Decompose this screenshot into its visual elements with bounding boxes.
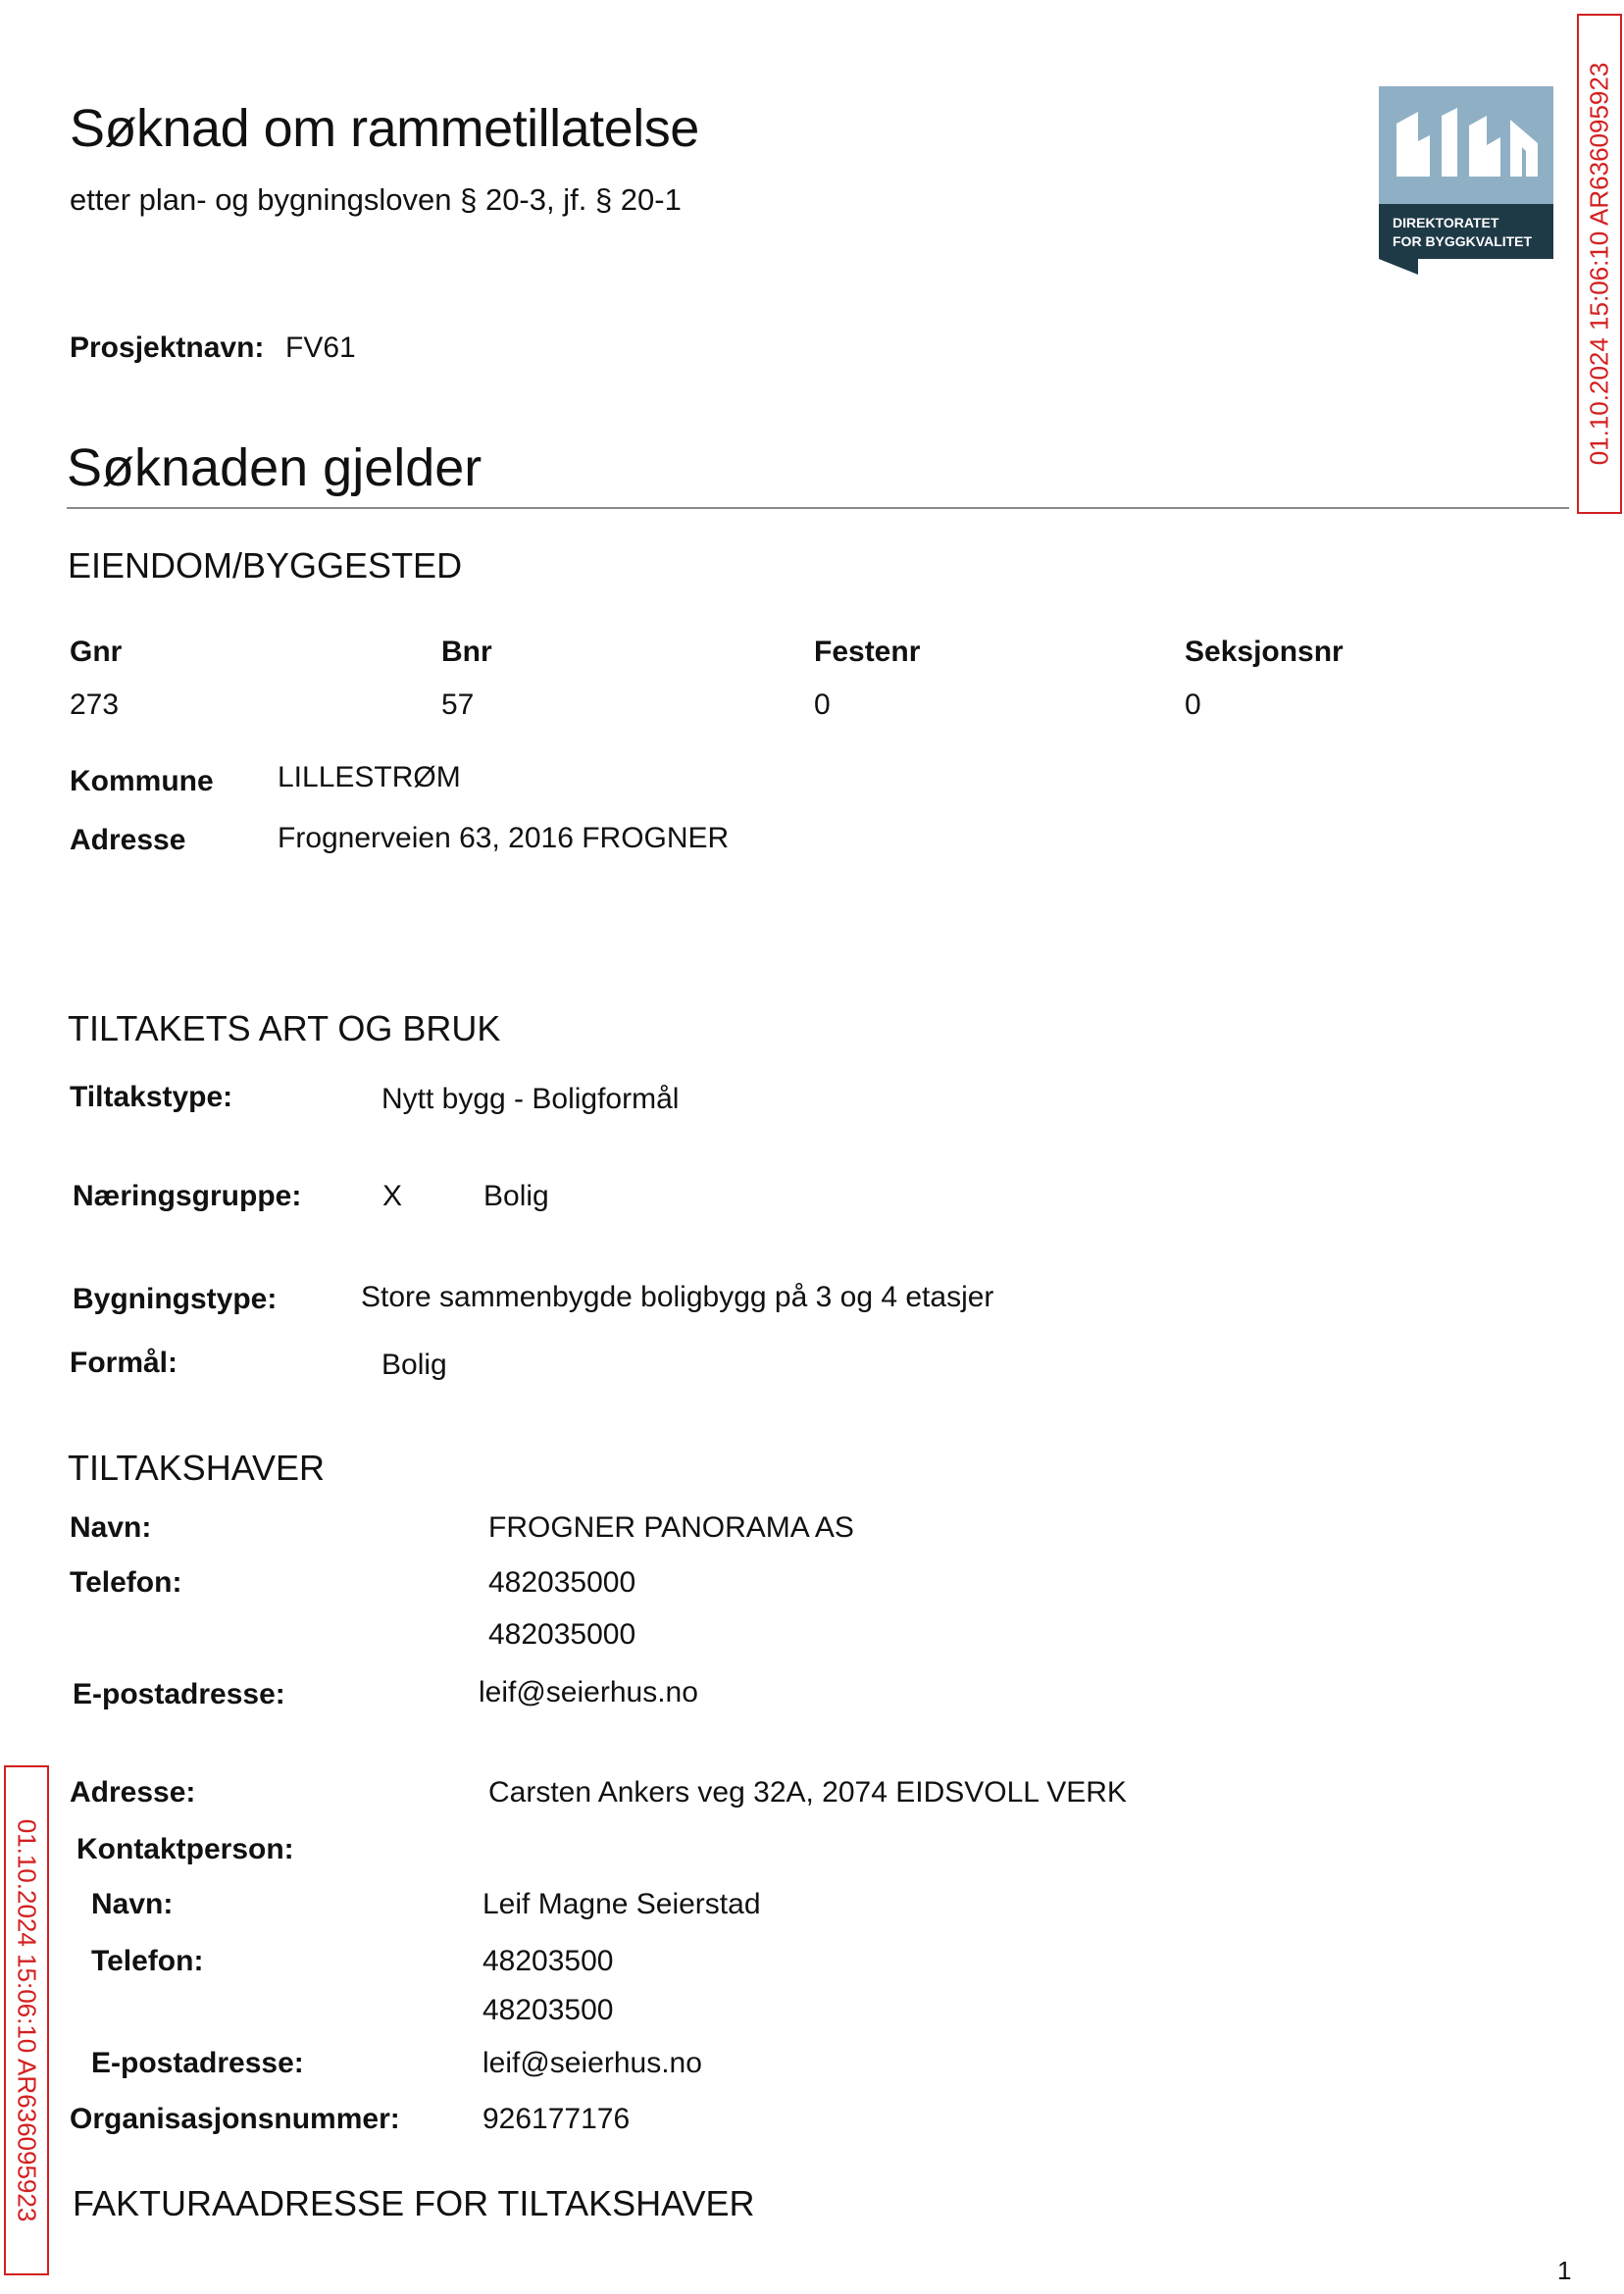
tiltakshaver-telefon-label: Telefon: bbox=[70, 1566, 182, 1599]
adresse-value: Frognerveien 63, 2016 FROGNER bbox=[278, 822, 730, 854]
logo-line2: FOR BYGGKVALITET bbox=[1393, 233, 1533, 249]
eiendom-heading: EIENDOM/BYGGESTED bbox=[68, 545, 463, 586]
tiltakshaver-telefon-value-1: 482035000 bbox=[488, 1566, 636, 1599]
kontaktperson-telefon-value-1: 48203500 bbox=[482, 1945, 614, 1977]
kontaktperson-telefon-label: Telefon: bbox=[91, 1945, 204, 1977]
project-label: Prosjektnavn: bbox=[70, 331, 265, 364]
archive-stamp-text: 01.10.2024 15:06:10 AR636095923 bbox=[1584, 62, 1614, 466]
col-seksjonsnr: Seksjonsnr bbox=[1185, 636, 1344, 668]
kontaktperson-epost-value: leif@seierhus.no bbox=[482, 2047, 702, 2079]
tiltakshaver-epost-value: leif@seierhus.no bbox=[479, 1676, 698, 1708]
orgnr-value: 926177176 bbox=[482, 2103, 631, 2135]
tiltakshaver-telefon-value-2: 482035000 bbox=[488, 1618, 636, 1651]
tiltakshaver-navn-label: Navn: bbox=[70, 1511, 152, 1544]
col-bnr: Bnr bbox=[441, 636, 492, 668]
dibk-logo-icon bbox=[1379, 86, 1553, 275]
orgnr-label: Organisasjonsnummer: bbox=[70, 2103, 400, 2135]
project-value: FV61 bbox=[285, 331, 356, 364]
document-subtitle: etter plan- og bygningsloven § 20-3, jf. § 20-1 bbox=[70, 182, 682, 217]
document-title: Søknad om rammetillatelse bbox=[70, 99, 699, 158]
archive-stamp-left bbox=[4, 1765, 49, 2275]
tiltakstype-value: Nytt bygg - Boligformål bbox=[381, 1083, 680, 1115]
dibk-logo bbox=[1379, 86, 1553, 275]
tiltakshaver-navn-value: FROGNER PANORAMA AS bbox=[488, 1511, 854, 1544]
formal-label: Formål: bbox=[70, 1347, 178, 1379]
page-number: 1 bbox=[1557, 2256, 1572, 2285]
fakturaadresse-heading: FAKTURAADRESSE FOR TILTAKSHAVER bbox=[73, 2183, 755, 2223]
formal-value: Bolig bbox=[381, 1349, 447, 1381]
tiltakshaver-heading: TILTAKSHAVER bbox=[68, 1448, 326, 1488]
col-gnr: Gnr bbox=[70, 636, 123, 668]
adresse-label: Adresse bbox=[70, 824, 186, 856]
archive-stamp-text: 01.10.2024 15:06:10 AR636095923 bbox=[12, 1818, 42, 2222]
naeringsgruppe-code: X bbox=[382, 1180, 403, 1212]
col-festenr: Festenr bbox=[814, 636, 921, 668]
kontaktperson-telefon-value-2: 48203500 bbox=[482, 1994, 614, 2026]
bnr-value: 57 bbox=[441, 688, 475, 721]
tiltakstype-label: Tiltakstype: bbox=[70, 1081, 233, 1113]
gnr-value: 273 bbox=[70, 688, 120, 721]
kommune-value: LILLESTRØM bbox=[278, 761, 461, 793]
tiltak-heading: TILTAKETS ART OG BRUK bbox=[68, 1008, 501, 1048]
naeringsgruppe-value: Bolig bbox=[483, 1180, 549, 1212]
kommune-label: Kommune bbox=[70, 765, 214, 797]
tiltakshaver-adresse-label: Adresse: bbox=[70, 1776, 196, 1809]
section-heading: Søknaden gjelder bbox=[67, 438, 482, 497]
logo-line1: DIREKTORATET bbox=[1393, 215, 1499, 230]
seksjonsnr-value: 0 bbox=[1185, 688, 1201, 721]
bygningstype-label: Bygningstype: bbox=[73, 1283, 278, 1315]
kontaktperson-navn-value: Leif Magne Seierstad bbox=[482, 1888, 761, 1920]
tiltakshaver-epost-label: E-postadresse: bbox=[73, 1678, 285, 1710]
tiltakshaver-adresse-value: Carsten Ankers veg 32A, 2074 EIDSVOLL VERK bbox=[488, 1776, 1127, 1809]
festenr-value: 0 bbox=[814, 688, 831, 721]
kontaktperson-label: Kontaktperson: bbox=[76, 1833, 294, 1865]
heading-divider bbox=[67, 507, 1569, 509]
naeringsgruppe-label: Næringsgruppe: bbox=[73, 1180, 302, 1212]
bygningstype-value: Store sammenbygde boligbygg på 3 og 4 etasjer bbox=[361, 1281, 994, 1313]
kontaktperson-navn-label: Navn: bbox=[91, 1888, 174, 1920]
archive-stamp-top bbox=[1577, 14, 1622, 514]
kontaktperson-epost-label: E-postadresse: bbox=[91, 2047, 304, 2079]
